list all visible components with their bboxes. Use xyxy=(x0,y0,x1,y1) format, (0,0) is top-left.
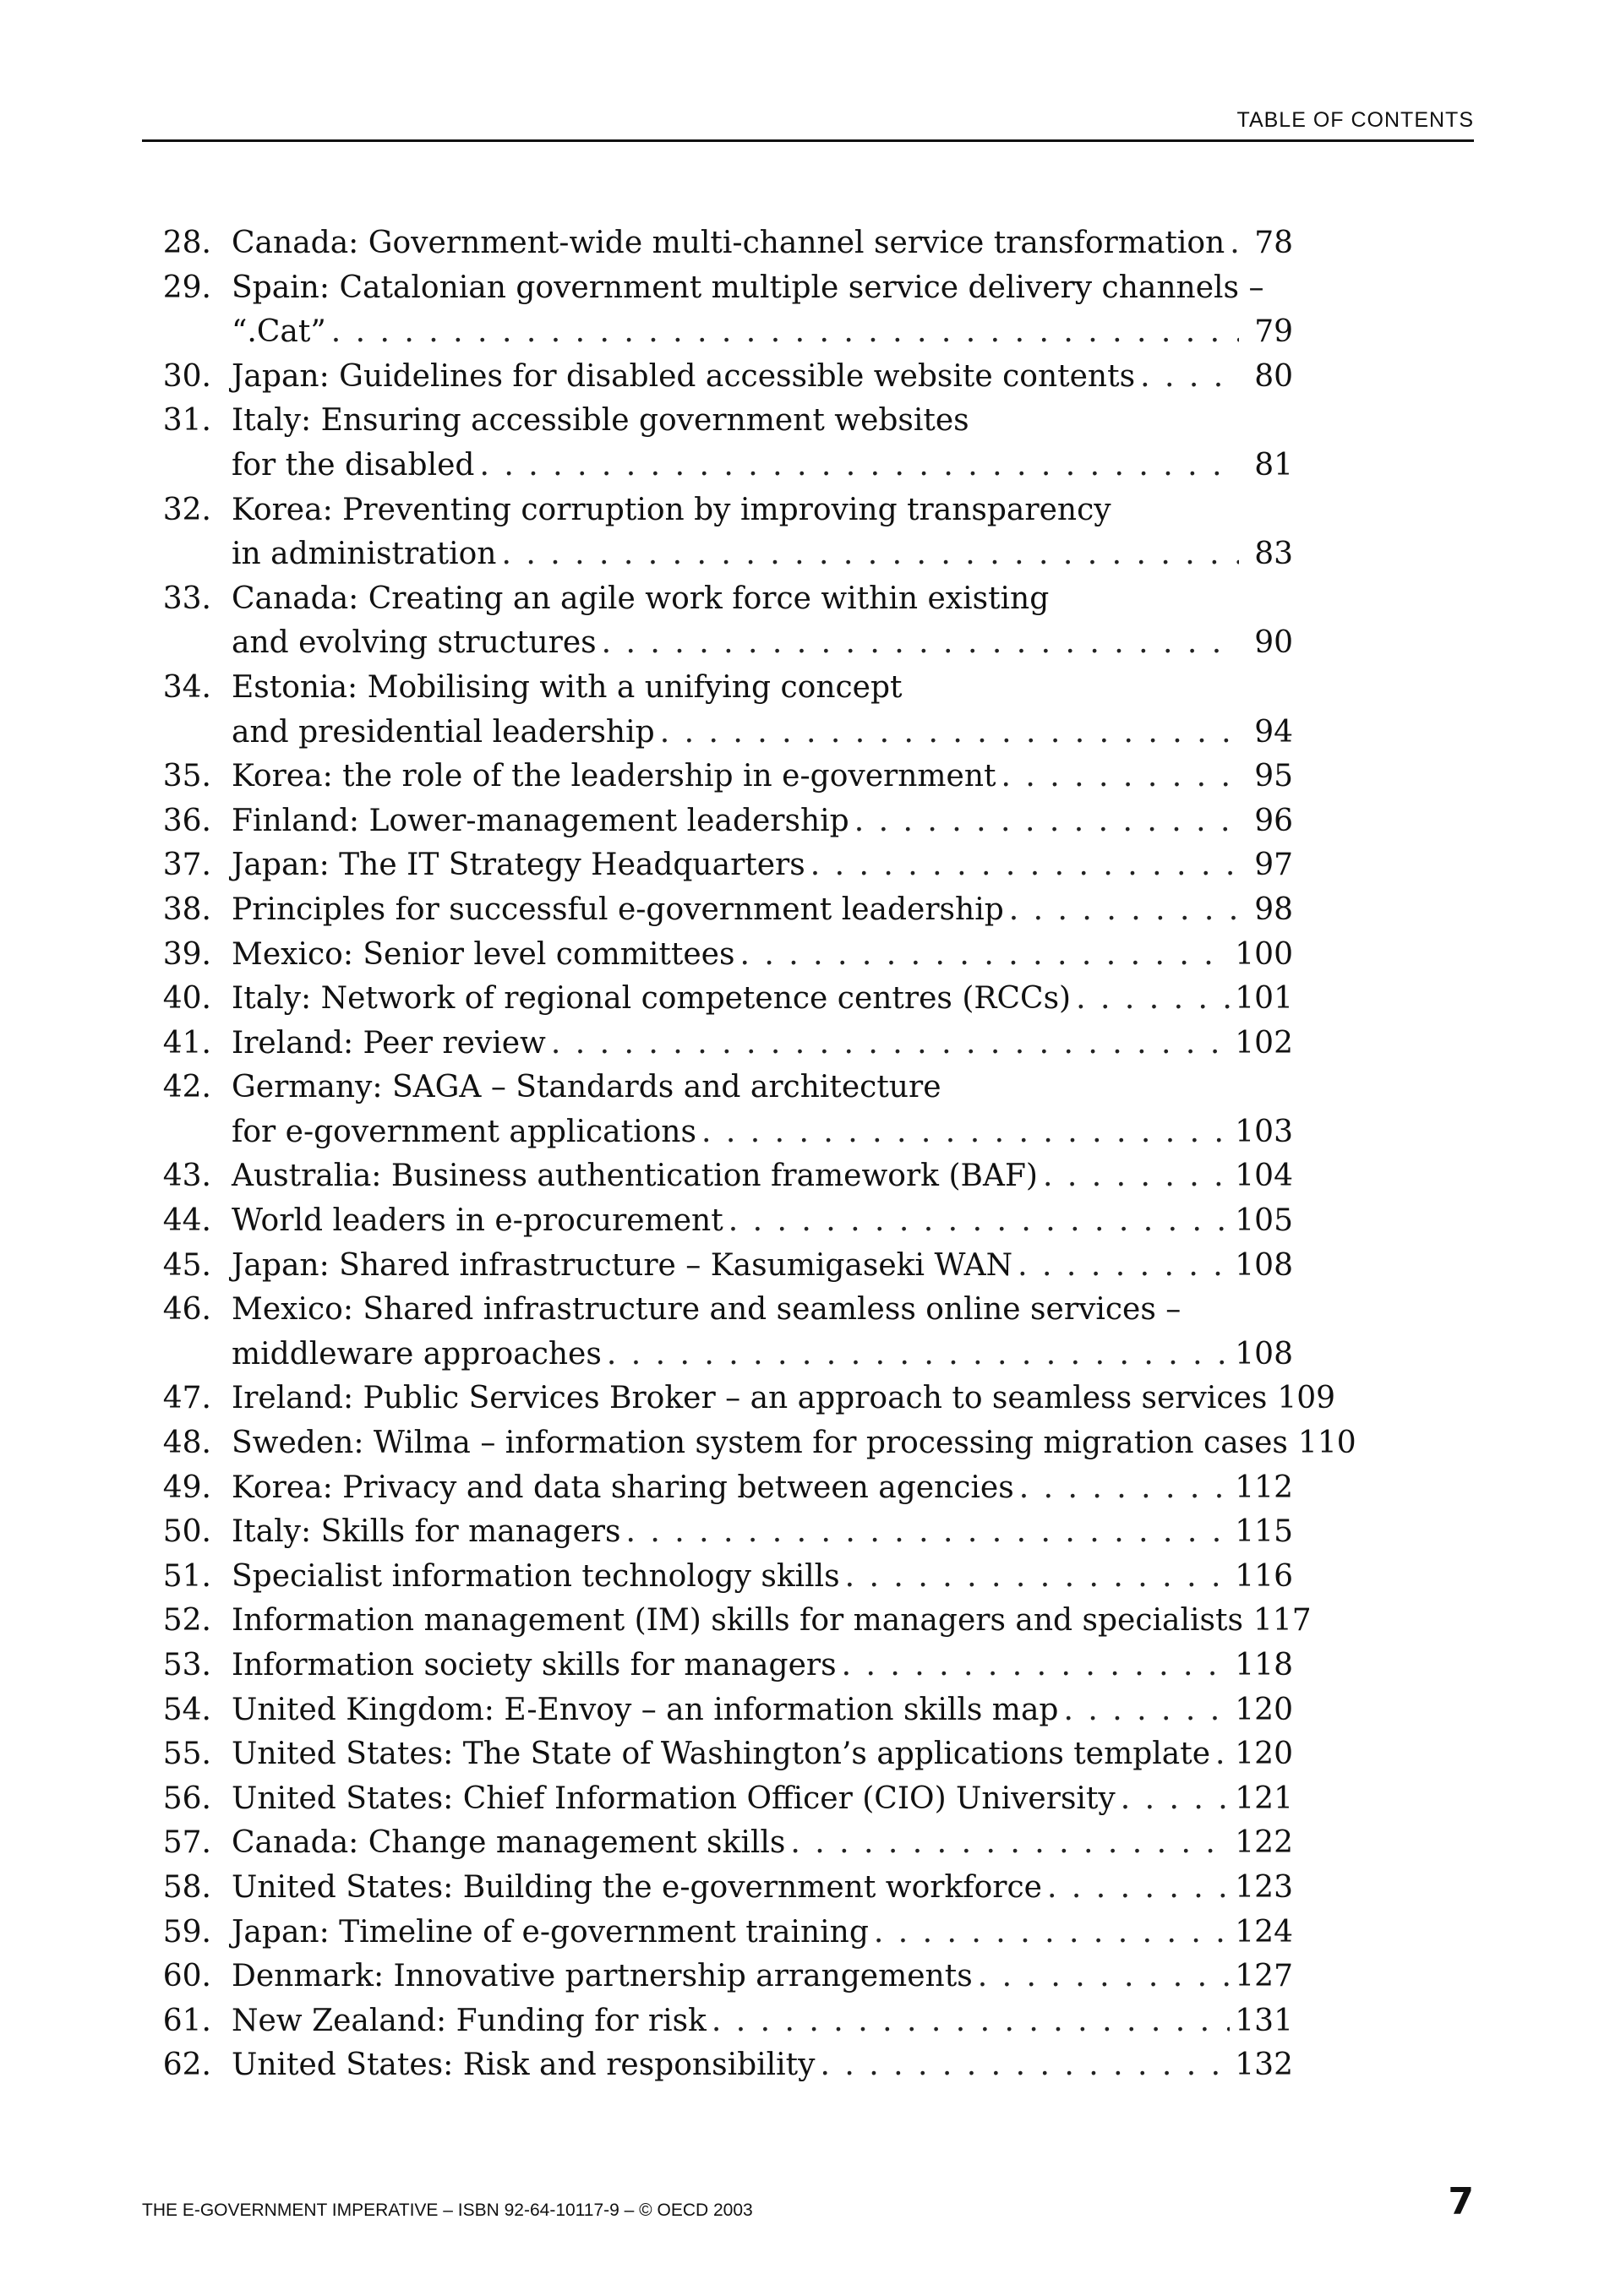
toc-dot-leader xyxy=(820,2043,1230,2088)
toc-entry xyxy=(142,1999,1293,2044)
toc-entry-line xyxy=(142,933,1293,978)
toc-entry-title: Information management (IM) skills for managers and specialists xyxy=(232,1603,1243,1639)
toc-entry-number: 40. xyxy=(162,981,211,1017)
toc-entry xyxy=(142,1199,1293,1244)
toc-entry-number: 42. xyxy=(162,1070,211,1105)
toc-entry-number: 43. xyxy=(162,1159,211,1194)
toc-entry-title: Mexico: Senior level committees xyxy=(232,936,735,972)
toc-entry-page: 120 xyxy=(1235,1692,1293,1727)
toc-entry-line xyxy=(142,755,1293,799)
toc-entry-page: 78 xyxy=(1254,226,1293,260)
toc-entry-number: 53. xyxy=(162,1648,211,1682)
toc-entry xyxy=(142,1022,1293,1066)
toc-entry xyxy=(142,2043,1293,2088)
toc-entry-line xyxy=(142,1732,1293,1777)
toc-entry-page: 108 xyxy=(1235,1247,1293,1283)
toc-dot-leader xyxy=(625,1510,1230,1555)
toc-entry-line xyxy=(142,888,1293,933)
toc-entry-page: 90 xyxy=(1254,625,1293,661)
toc-entry-page: 123 xyxy=(1235,1869,1293,1905)
toc-entry-number: 34. xyxy=(162,669,211,705)
toc-entry-title: United States: Risk and responsibility xyxy=(232,2048,816,2083)
toc-entry-title: Canada: Change management skills xyxy=(232,1825,786,1861)
toc-dot-leader xyxy=(1140,355,1239,400)
toc-entry-number: 46. xyxy=(162,1292,211,1328)
toc-entry-line xyxy=(142,621,1293,666)
toc-dot-leader xyxy=(842,1644,1231,1688)
toc-entry-title: United States: Chief Information Officer (CIO) University xyxy=(232,1781,1116,1816)
toc-entry xyxy=(142,666,1293,755)
toc-entry-line xyxy=(142,444,1293,488)
toc-entry-page: 94 xyxy=(1254,714,1293,750)
toc-entry-line xyxy=(142,1777,1293,1822)
toc-dot-leader xyxy=(331,310,1239,355)
toc-entry-page: 127 xyxy=(1235,1959,1293,1994)
toc-entry-line xyxy=(142,1510,1293,1555)
toc-entry-page: 80 xyxy=(1254,358,1293,394)
toc-entry-title: Mexico: Shared infrastructure and seamless online services – xyxy=(232,1292,1182,1328)
toc-entry xyxy=(142,1866,1293,1911)
toc-entry-number: 51. xyxy=(162,1558,211,1594)
toc-entry-page: 83 xyxy=(1254,537,1293,572)
toc-dot-leader xyxy=(712,1999,1230,2044)
toc-entry-number: 49. xyxy=(162,1470,211,1505)
toc-entry xyxy=(142,1911,1293,1955)
toc-entry-line xyxy=(142,1599,1312,1644)
toc-entry-title: and presidential leadership xyxy=(232,714,655,750)
toc-entry-line xyxy=(142,1110,1293,1155)
toc-dot-leader xyxy=(810,843,1239,888)
toc-entry-number: 52. xyxy=(162,1603,211,1639)
toc-entry-number: 59. xyxy=(162,1914,211,1950)
toc-entry-title: Italy: Ensuring accessible government websites xyxy=(232,403,969,439)
toc-entry-number: 37. xyxy=(162,848,211,883)
toc-entry-page: 103 xyxy=(1235,1114,1293,1149)
toc-entry-line xyxy=(142,977,1293,1022)
toc-entry-title: Finland: Lower-management leadership xyxy=(232,803,849,838)
toc-entry-line xyxy=(142,1911,1293,1955)
toc-entry-title: Italy: Skills for managers xyxy=(232,1514,621,1550)
toc-dot-leader xyxy=(845,1555,1231,1600)
toc-entry-line xyxy=(142,532,1293,577)
toc-entry xyxy=(142,1555,1293,1600)
toc-entry xyxy=(142,1510,1293,1555)
toc-entry-number: 57. xyxy=(162,1825,211,1861)
toc-entry-line xyxy=(142,2043,1293,2088)
toc-entry-number: 28. xyxy=(162,226,211,260)
toc-entry-title: Italy: Network of regional competence centres (RCCs) xyxy=(232,981,1072,1017)
toc-dot-leader xyxy=(660,711,1239,755)
toc-entry xyxy=(142,1688,1293,1733)
toc-entry-line xyxy=(142,355,1293,400)
toc-entry xyxy=(142,1377,1336,1421)
toc-dot-leader xyxy=(1018,1244,1230,1289)
toc-entry-title: Canada: Government-wide multi-channel service transformation xyxy=(232,226,1225,260)
toc-entry-number: 45. xyxy=(162,1247,211,1283)
toc-entry-line xyxy=(142,1466,1293,1511)
toc-entry-title: in administration xyxy=(232,537,497,572)
toc-entry-title: Japan: The IT Strategy Headquarters xyxy=(232,848,805,883)
toc-entry-line xyxy=(142,1999,1293,2044)
toc-entry-page: 96 xyxy=(1254,803,1293,838)
toc-entry-number: 30. xyxy=(162,358,211,394)
toc-dot-leader xyxy=(602,621,1239,666)
header-rule xyxy=(142,139,1474,142)
toc-entry-page: 131 xyxy=(1235,2003,1293,2038)
toc-entry xyxy=(142,1732,1293,1777)
toc-entry xyxy=(142,355,1293,400)
toc-entry-number: 56. xyxy=(162,1781,211,1816)
toc-entry-title: for e-government applications xyxy=(232,1114,696,1149)
toc-entry-title: Japan: Guidelines for disabled accessible website contents xyxy=(232,358,1136,394)
toc-entry-number: 31. xyxy=(162,403,211,439)
toc-entry-page: 109 xyxy=(1277,1381,1336,1416)
toc-entry-page: 97 xyxy=(1254,848,1293,883)
toc-entry-number: 38. xyxy=(162,892,211,927)
toc-dot-leader xyxy=(729,1199,1231,1244)
toc-dot-leader xyxy=(790,1821,1230,1866)
toc-entry-page: 105 xyxy=(1235,1203,1293,1239)
toc-entry-line xyxy=(142,310,1293,355)
page-number: 7 xyxy=(1448,2180,1474,2223)
toc-dot-leader xyxy=(854,799,1239,844)
toc-dot-leader xyxy=(1121,1777,1231,1822)
toc-entry-number: 32. xyxy=(162,492,211,527)
toc-entry-title: Ireland: Peer review xyxy=(232,1025,546,1061)
toc-entry-line xyxy=(142,843,1293,888)
toc-entry-page: 132 xyxy=(1235,2048,1293,2083)
toc-entry-number: 39. xyxy=(162,936,211,972)
toc-entry-title: United States: The State of Washington’s applications template xyxy=(232,1737,1210,1772)
toc-entry-page: 81 xyxy=(1254,447,1293,483)
toc-entry xyxy=(142,755,1293,799)
toc-entry-page: 116 xyxy=(1235,1558,1293,1594)
toc-entry-line xyxy=(142,1288,1293,1333)
toc-entry xyxy=(142,843,1293,888)
toc-entry-title: United States: Building the e-government workforce xyxy=(232,1869,1042,1905)
toc-entry xyxy=(142,1244,1293,1289)
toc-dot-leader xyxy=(739,933,1230,978)
toc-entry-title: Sweden: Wilma – information system for processing migration cases xyxy=(232,1426,1288,1461)
toc-entry xyxy=(142,1466,1293,1511)
toc-entry-number: 29. xyxy=(162,270,211,305)
toc-dot-leader xyxy=(701,1110,1230,1155)
toc-entry-line xyxy=(142,1244,1293,1289)
toc-entry-line xyxy=(142,1821,1293,1866)
toc-entry-page: 95 xyxy=(1254,759,1293,794)
toc-entry xyxy=(142,1288,1293,1377)
toc-entry-page: 118 xyxy=(1235,1648,1293,1682)
toc-entry-number: 55. xyxy=(162,1737,211,1772)
toc-entry xyxy=(142,399,1293,488)
toc-dot-leader xyxy=(1063,1688,1230,1733)
toc-entry-line xyxy=(142,1022,1293,1066)
toc-entry-title: United Kingdom: E-Envoy – an information skills map xyxy=(232,1692,1059,1727)
toc-entry-line xyxy=(142,1644,1293,1688)
toc-entry-line xyxy=(142,1688,1293,1733)
toc-entry-number: 54. xyxy=(162,1692,211,1727)
toc-entry-title: Denmark: Innovative partnership arrangements xyxy=(232,1959,973,1994)
toc-entry-number: 44. xyxy=(162,1203,211,1239)
toc-entry-page: 98 xyxy=(1254,892,1293,927)
toc-dot-leader xyxy=(1076,977,1230,1022)
toc-entry xyxy=(142,1777,1293,1822)
toc-entry-title: Spain: Catalonian government multiple service delivery channels – xyxy=(232,270,1264,305)
table-of-contents-list xyxy=(142,221,1356,2088)
toc-entry-line xyxy=(142,577,1293,622)
toc-entry-line xyxy=(142,266,1293,311)
toc-entry-title: and evolving structures xyxy=(232,625,597,661)
toc-entry-page: 108 xyxy=(1235,1336,1293,1372)
toc-entry-page: 100 xyxy=(1235,936,1293,972)
toc-dot-leader xyxy=(1019,1466,1231,1511)
toc-entry-title: World leaders in e-procurement xyxy=(232,1203,723,1239)
toc-entry-title: Japan: Timeline of e-government training xyxy=(232,1914,869,1950)
toc-entry-title: Korea: Preventing corruption by improving transparency xyxy=(232,492,1111,527)
toc-dot-leader xyxy=(874,1911,1230,1955)
toc-dot-leader xyxy=(1043,1154,1230,1199)
toc-entry xyxy=(142,577,1293,666)
toc-entry-title: Canada: Creating an agile work force within existing xyxy=(232,581,1050,616)
toc-entry xyxy=(142,1154,1293,1199)
toc-entry-number: 61. xyxy=(162,2003,211,2038)
toc-dot-leader xyxy=(479,444,1239,488)
toc-entry-title: Ireland: Public Services Broker – an approach to seamless services xyxy=(232,1381,1268,1416)
toc-entry-page: 102 xyxy=(1235,1025,1293,1061)
toc-dot-leader xyxy=(607,1333,1230,1377)
toc-dot-leader xyxy=(1047,1866,1230,1911)
toc-entry xyxy=(142,221,1293,266)
toc-entry-title: Estonia: Mobilising with a unifying concept xyxy=(232,669,903,705)
running-header: TABLE OF CONTENTS xyxy=(1236,108,1474,132)
toc-entry-number: 50. xyxy=(162,1514,211,1550)
toc-entry-number: 36. xyxy=(162,803,211,838)
toc-entry-page: 101 xyxy=(1235,981,1293,1017)
toc-dot-leader xyxy=(1009,888,1239,933)
toc-entry xyxy=(142,799,1293,844)
toc-entry-line xyxy=(142,488,1293,533)
toc-entry-line xyxy=(142,1066,1293,1110)
toc-entry-line xyxy=(142,1555,1293,1600)
toc-entry xyxy=(142,266,1293,355)
toc-entry-title: New Zealand: Funding for risk xyxy=(232,2003,707,2038)
toc-entry-title: Principles for successful e-government leadership xyxy=(232,892,1004,927)
toc-entry xyxy=(142,488,1293,577)
toc-entry-number: 48. xyxy=(162,1426,211,1461)
toc-entry-number: 47. xyxy=(162,1381,211,1416)
toc-entry-title: Korea: the role of the leadership in e-government xyxy=(232,759,996,794)
toc-entry-page: 110 xyxy=(1297,1426,1356,1461)
toc-entry-title: “.Cat” xyxy=(232,314,326,350)
toc-entry xyxy=(142,1421,1356,1466)
toc-entry-title: middleware approaches xyxy=(232,1336,602,1372)
toc-entry-line xyxy=(142,1333,1293,1377)
toc-entry-number: 60. xyxy=(162,1959,211,1994)
toc-entry-line xyxy=(142,1199,1293,1244)
toc-dot-leader xyxy=(978,1955,1231,1999)
toc-entry xyxy=(142,1821,1293,1866)
toc-entry-line xyxy=(142,666,1293,711)
toc-entry-number: 58. xyxy=(162,1869,211,1905)
toc-entry-page: 112 xyxy=(1235,1470,1293,1505)
toc-dot-leader xyxy=(1215,1732,1230,1777)
toc-entry-line xyxy=(142,1866,1293,1911)
toc-entry-number: 62. xyxy=(162,2048,211,2083)
toc-entry xyxy=(142,1644,1293,1688)
toc-entry-title: Information society skills for managers xyxy=(232,1648,837,1682)
toc-entry-number: 35. xyxy=(162,759,211,794)
toc-entry-page: 120 xyxy=(1235,1737,1293,1772)
toc-entry-page: 122 xyxy=(1235,1825,1293,1861)
toc-entry-number: 41. xyxy=(162,1025,211,1061)
toc-entry-page: 124 xyxy=(1235,1914,1293,1950)
toc-entry xyxy=(142,977,1293,1022)
toc-entry-title: Specialist information technology skills xyxy=(232,1558,840,1594)
toc-entry-title: Germany: SAGA – Standards and architecture xyxy=(232,1070,941,1105)
toc-entry-line xyxy=(142,711,1293,755)
toc-entry-line xyxy=(142,1421,1356,1466)
toc-entry-line xyxy=(142,1377,1336,1421)
toc-dot-leader xyxy=(1001,755,1240,799)
toc-entry-page: 104 xyxy=(1235,1159,1293,1194)
toc-entry-page: 117 xyxy=(1252,1603,1312,1639)
toc-entry-number: 33. xyxy=(162,581,211,616)
toc-entry-line xyxy=(142,221,1293,266)
toc-entry-line xyxy=(142,799,1293,844)
toc-entry xyxy=(142,1599,1312,1644)
toc-entry-title: Japan: Shared infrastructure – Kasumigaseki WAN xyxy=(232,1247,1013,1283)
toc-dot-leader xyxy=(1230,221,1239,266)
toc-entry xyxy=(142,1955,1293,1999)
toc-entry-page: 79 xyxy=(1254,314,1293,350)
toc-entry-page: 115 xyxy=(1235,1514,1293,1550)
toc-entry-line xyxy=(142,1955,1293,1999)
toc-entry-line xyxy=(142,399,1293,444)
toc-entry xyxy=(142,888,1293,933)
toc-dot-leader xyxy=(551,1022,1230,1066)
toc-entry xyxy=(142,1066,1293,1154)
toc-dot-leader xyxy=(501,532,1239,577)
toc-entry xyxy=(142,933,1293,978)
toc-entry-line xyxy=(142,1154,1293,1199)
toc-entry-page: 121 xyxy=(1235,1781,1293,1816)
toc-entry-title: Korea: Privacy and data sharing between agencies xyxy=(232,1470,1014,1505)
footer-publication: THE E-GOVERNMENT IMPERATIVE – ISBN 92-64-10117-9 – © OECD 2003 xyxy=(142,2201,753,2220)
toc-entry-title: for the disabled xyxy=(232,447,475,483)
toc-entry-title: Australia: Business authentication framework (BAF) xyxy=(232,1159,1038,1194)
